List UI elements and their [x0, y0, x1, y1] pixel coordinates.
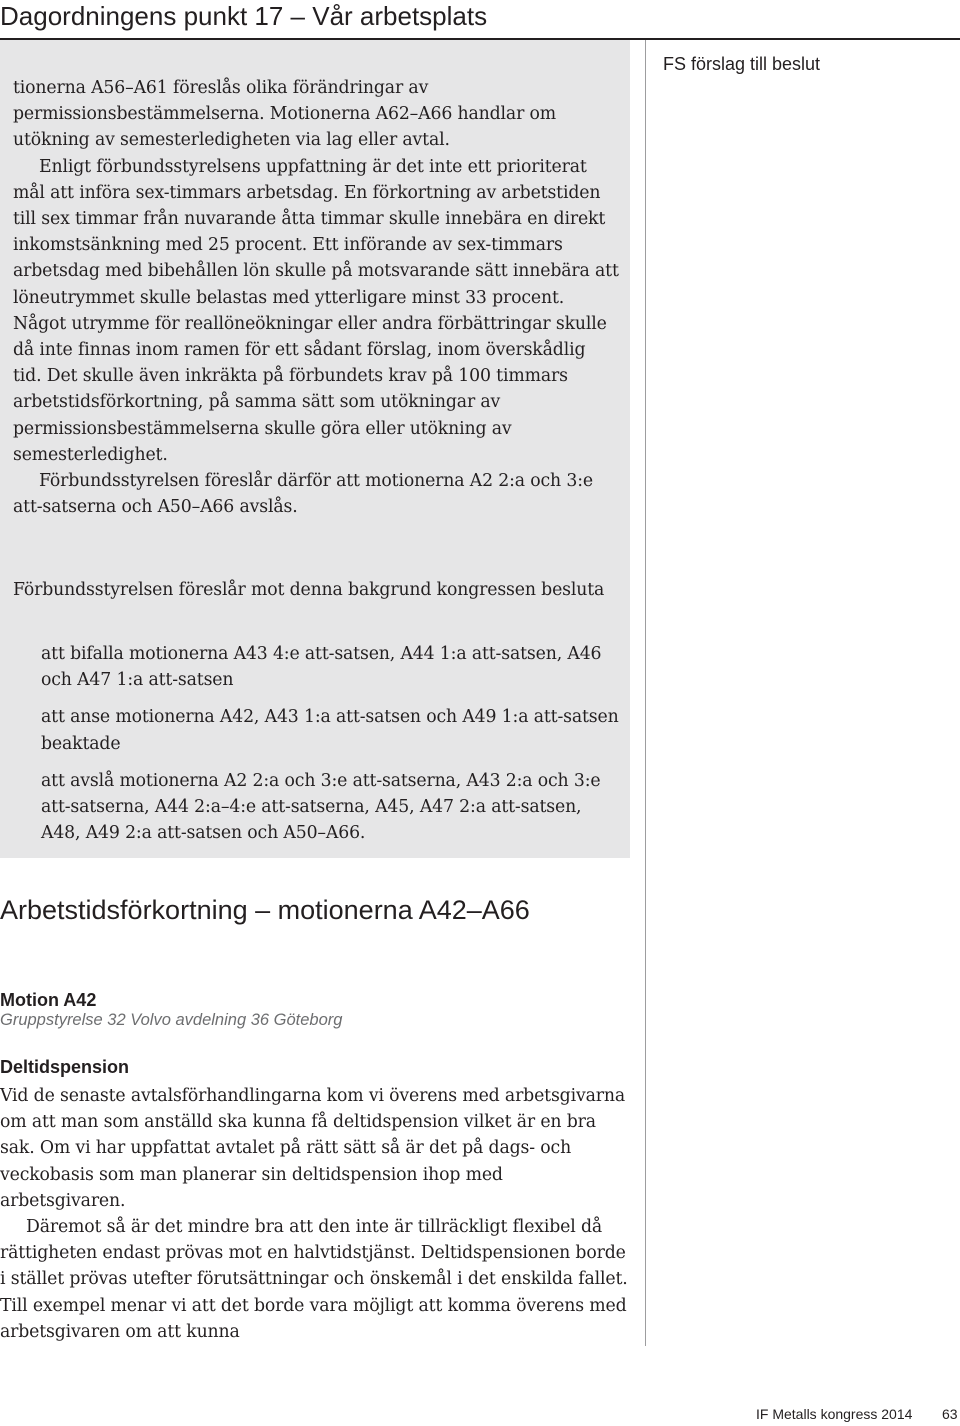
paragraph: Vid de senaste avtalsförhandlingarna kom vi överens med arbetsgivarna om att man som anställd ska kunna få deltidspension vilket är en bra sak. Om vi har uppfattat avtalet på rätt sätt så är det på dags- och veckobasis som man planerar sin deltidspension ihop med arbetsgivaren.: [0, 1086, 625, 1211]
att-list: [41, 641, 621, 857]
motion-body: [0, 1083, 632, 1345]
page-header-title: Dagordningens punkt 17 – Vår arbetsplats: [0, 1, 488, 31]
paragraph: Förbundsstyrelsen föreslår därför att motionerna A2 2:a och 3:e att-satserna och A50–A66 avslås.: [13, 471, 593, 518]
paragraph: Enligt förbundsstyrelsens uppfattning är det inte ett prioriterat mål att införa sex-timmars arbetsdag. En förkortning av arbetstiden till sex timmar från nuvarande åtta timmar skulle innebära en direkt inkomstsänkning med 25 procent. Ett införande av sex-timmars arbetsdag med bibehållen lön skulle på motsvarande sätt innebära att löneutrymmet skulle belastas med ytterligare minst 33 procent. Något utrymme för reallöneökningar eller andra förbättringar skulle då inte finnas inom ramen för ett sådant förslag, inom överskådlig tid. Det skulle även inkräkta på förbundets krav på 100 timmars arbetstidsförkortning, på samma sätt som utökningar av permissionsbestämmelserna skulle göra eller utökning av semesterledighet.: [13, 156, 619, 465]
att-item: att anse motionerna A42, A43 1:a att-satsen och A49 1:a att-satsen beaktade: [41, 707, 619, 754]
paragraph: Förbundsstyrelsen föreslår mot denna bakgrund kongressen besluta: [13, 580, 605, 600]
att-item: att bifalla motionerna A43 4:e att-satsen, A44 1:a att-satsen, A46 och A47 1:a att-satsen: [41, 644, 602, 691]
motion-heading: Deltidspension: [0, 1057, 130, 1077]
board-reasoning: [13, 75, 619, 520]
proposal-intro: [13, 577, 619, 603]
side-label: FS förslag till beslut: [663, 54, 821, 74]
page-number: 63: [942, 1406, 958, 1422]
motion-title: Motion A42: [0, 990, 97, 1010]
section-title: Arbetstidsförkortning – motionerna A42–A66: [0, 895, 530, 925]
att-item: att avslå motionerna A2 2:a och 3:e att-satserna, A43 2:a och 3:e att-satserna, A44 2:a–4:e att-satserna, A45, A47 2:a att-satsen, A48, A49 2:a att-satsen och A50–A66.: [41, 770, 601, 844]
motion-author: Gruppstyrelse 32 Volvo avdelning 36 Göteborg: [0, 1011, 343, 1029]
footer-publication: IF Metalls kongress 2014: [756, 1406, 913, 1422]
paragraph: Däremot så är det mindre bra att den inte är tillräckligt flexibel då rättigheten endast prövas mot en halvtidstjänst. Deltidspensionen borde i stället prövas utefter förutsättningar och önskemål i det enskilda fallet. Till exempel menar vi att det borde vara möjligt att komma överens med arbetsgivaren om att kunna: [0, 1217, 628, 1342]
paragraph: tionerna A56–A61 föreslås olika förändringar av permissionsbestämmelserna. Motionerna A62–A66 handlar om utökning av semesterledigheten via lag eller avtal.: [13, 78, 557, 151]
margin-divider: [645, 40, 646, 1346]
